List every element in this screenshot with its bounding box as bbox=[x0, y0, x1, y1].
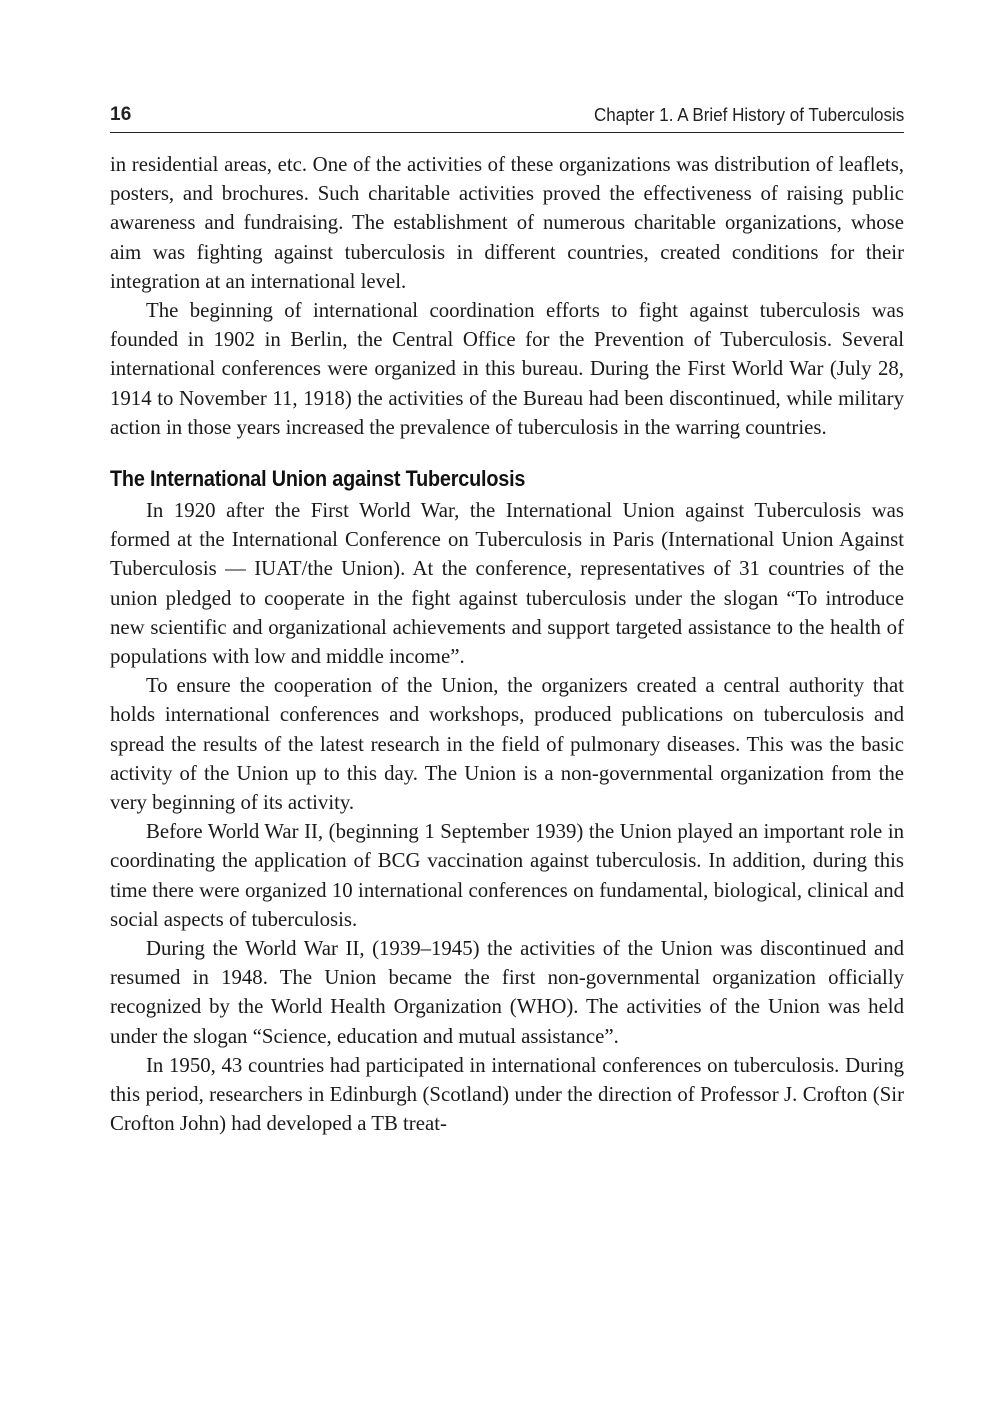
paragraph: in residential areas, etc. One of the activities of these organizations was distribution of leaflets, posters, and brochures. Such charitable activities proved the effectiveness of raising public awareness and fundraising. The establishment of numerous charitable organizations, whose aim was fighting against tuberculosis in different countries, created conditions for their integration at an international level. bbox=[110, 153, 904, 293]
section-heading: The International Union against Tuberculosis bbox=[110, 466, 526, 492]
paragraph: During the World War II, (1939–1945) the activities of the Union was discontinued and resumed in 1948. The Union became the first non-governmental organization officially recognized by the World Health Organization (WHO). The activities of the Union was held under the slogan “Science, education and mutual assistance”. bbox=[110, 937, 904, 1048]
body-text bbox=[110, 150, 904, 1139]
paragraph: In 1950, 43 countries had participated in international conferences on tuberculosis. During this period, researchers in Edinburgh (Scotland) under the direction of Professor J. Crofton (Sir Crofton John) had developed a TB treat- bbox=[110, 1053, 904, 1136]
paragraph: The beginning of international coordination efforts to fight against tuberculosis was founded in 1902 in Berlin, the Central Office for the Prevention of Tuberculosis. Several international conferences were organized in this bureau. During the First World War (July 28, 1914 to November 11, 1918) the activities of the Bureau had been discontinued, while military action in those years increased the prevalence of tuberculosis in the warring countries. bbox=[110, 299, 904, 439]
page-number: 16 bbox=[110, 104, 132, 125]
paragraph: To ensure the cooperation of the Union, the organizers created a central authority that holds international conferences and workshops, produced publications on tuberculosis and spread the results of the latest research in the field of pulmonary diseases. This was the basic activity of the Union up to this day. The Union is a non-governmental organization from the very beginning of its activity. bbox=[110, 674, 904, 815]
paragraph: In 1920 after the First World War, the International Union against Tuberculosis was formed at the International Conference on Tuberculosis in Paris (International Union Against Tuberculosis — IUAT/the Union). At the conference, representatives of 31 countries of the union pledged to cooperate in the fight against tuberculosis under the slogan “To introduce new scientific and organizational achievements and support targeted assistance to the health of populations with low and middle income”. bbox=[110, 499, 904, 669]
paragraph: Before World War II, (beginning 1 September 1939) the Union played an important role in coordinating the application of BCG vaccination against tuberculosis. In addition, during this time there were organized 10 international conferences on fundamental, biological, clinical and social aspects of tuberculosis. bbox=[110, 820, 904, 931]
chapter-title: Chapter 1. A Brief History of Tuberculosis bbox=[593, 104, 904, 125]
running-header bbox=[110, 98, 904, 133]
